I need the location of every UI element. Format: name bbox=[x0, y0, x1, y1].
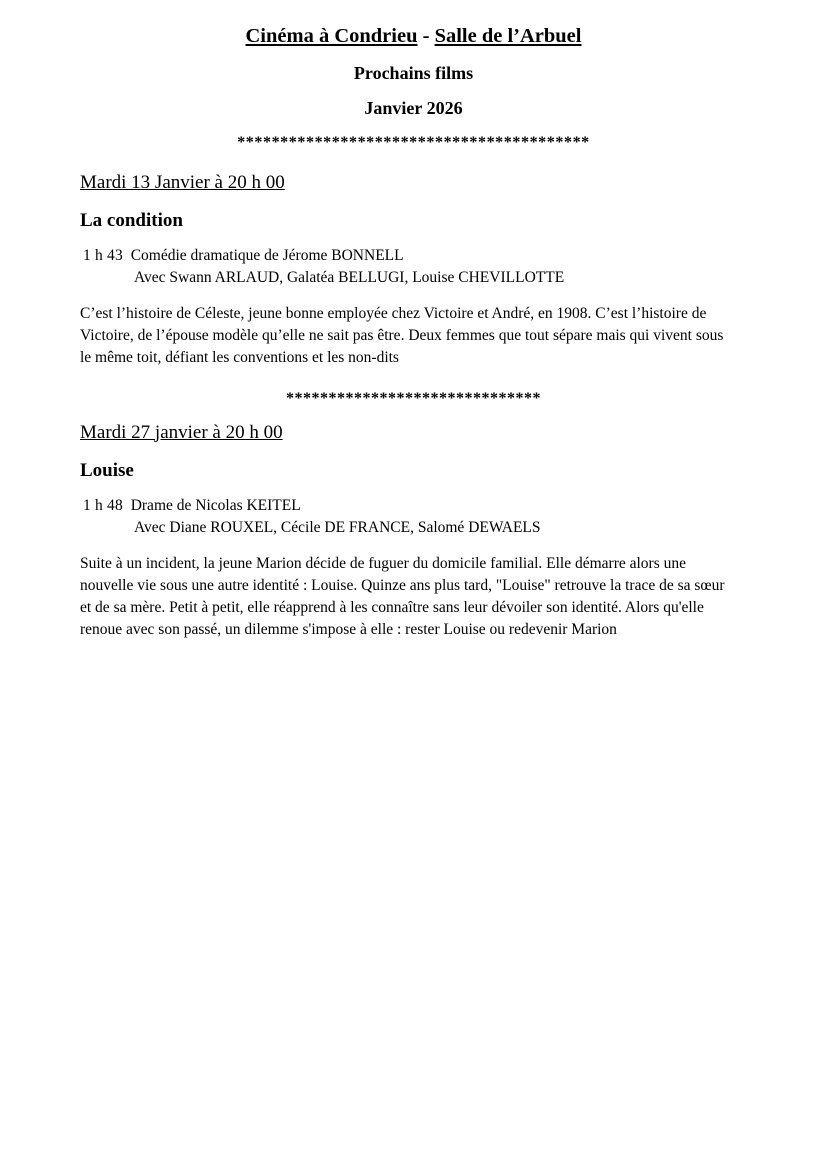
film-duration: 1 h 48 bbox=[83, 496, 123, 514]
film-genre-director: Comédie dramatique de Jérome BONNELL bbox=[130, 246, 404, 264]
film-meta bbox=[80, 482, 747, 515]
film-cast: Avec Swann ARLAUD, Galatéa BELLUGI, Louise CHEVILLOTTE bbox=[134, 268, 565, 286]
film-synopsis: C’est l’histoire de Céleste, jeune bonne employée chez Victoire et André, en 1908. C’est l’histoire de Victoire, de l’épouse modèle qu’elle ne sait pas être. Deux femmes que tout sépare mais qui vivent sous le même toit, défiant les conventions et les non-dits bbox=[80, 304, 724, 366]
film-cast: Avec Diane ROUXEL, Cécile DE FRANCE, Salomé DEWAELS bbox=[134, 518, 541, 536]
page-title-separator: - bbox=[417, 25, 435, 47]
page-title bbox=[80, 18, 747, 50]
session-date: Mardi 27 janvier à 20 h 00 bbox=[80, 421, 283, 443]
film-synopsis: Suite à un incident, la jeune Marion décide de fuguer du domicile familial. Elle démarre alors une nouvelle vie sous une autre identité : Louise. Quinze ans plus tard, "Louise" retrouve la trace de sa sœur et de sa mère. Petit à petit, elle réapprend à les connaître sans leur dévoiler son identité. Alors qu'elle renoue avec son passé, un dilemme s'impose à elle : rester Louise ou redevenir Marion bbox=[80, 554, 725, 638]
film-duration: 1 h 43 bbox=[83, 246, 123, 264]
session-date: Mardi 13 Janvier à 20 h 00 bbox=[80, 171, 285, 193]
film-title: La condition bbox=[80, 209, 183, 231]
page-month: Janvier 2026 bbox=[364, 97, 463, 118]
film-title: Louise bbox=[80, 459, 134, 481]
page-title-hall: Salle de l’Arbuel bbox=[434, 25, 582, 47]
decorative-stars-separator: ****************************** bbox=[286, 389, 541, 407]
session-block-2 bbox=[80, 422, 747, 641]
session-block-1 bbox=[80, 172, 747, 369]
film-genre-director: Drame de Nicolas KEITEL bbox=[130, 496, 301, 514]
decorative-stars-top: ***************************************** bbox=[237, 133, 590, 151]
film-meta bbox=[80, 232, 747, 265]
page-subtitle: Prochains films bbox=[353, 62, 474, 83]
page-title-venue-city: Cinéma à Condrieu bbox=[245, 25, 418, 47]
